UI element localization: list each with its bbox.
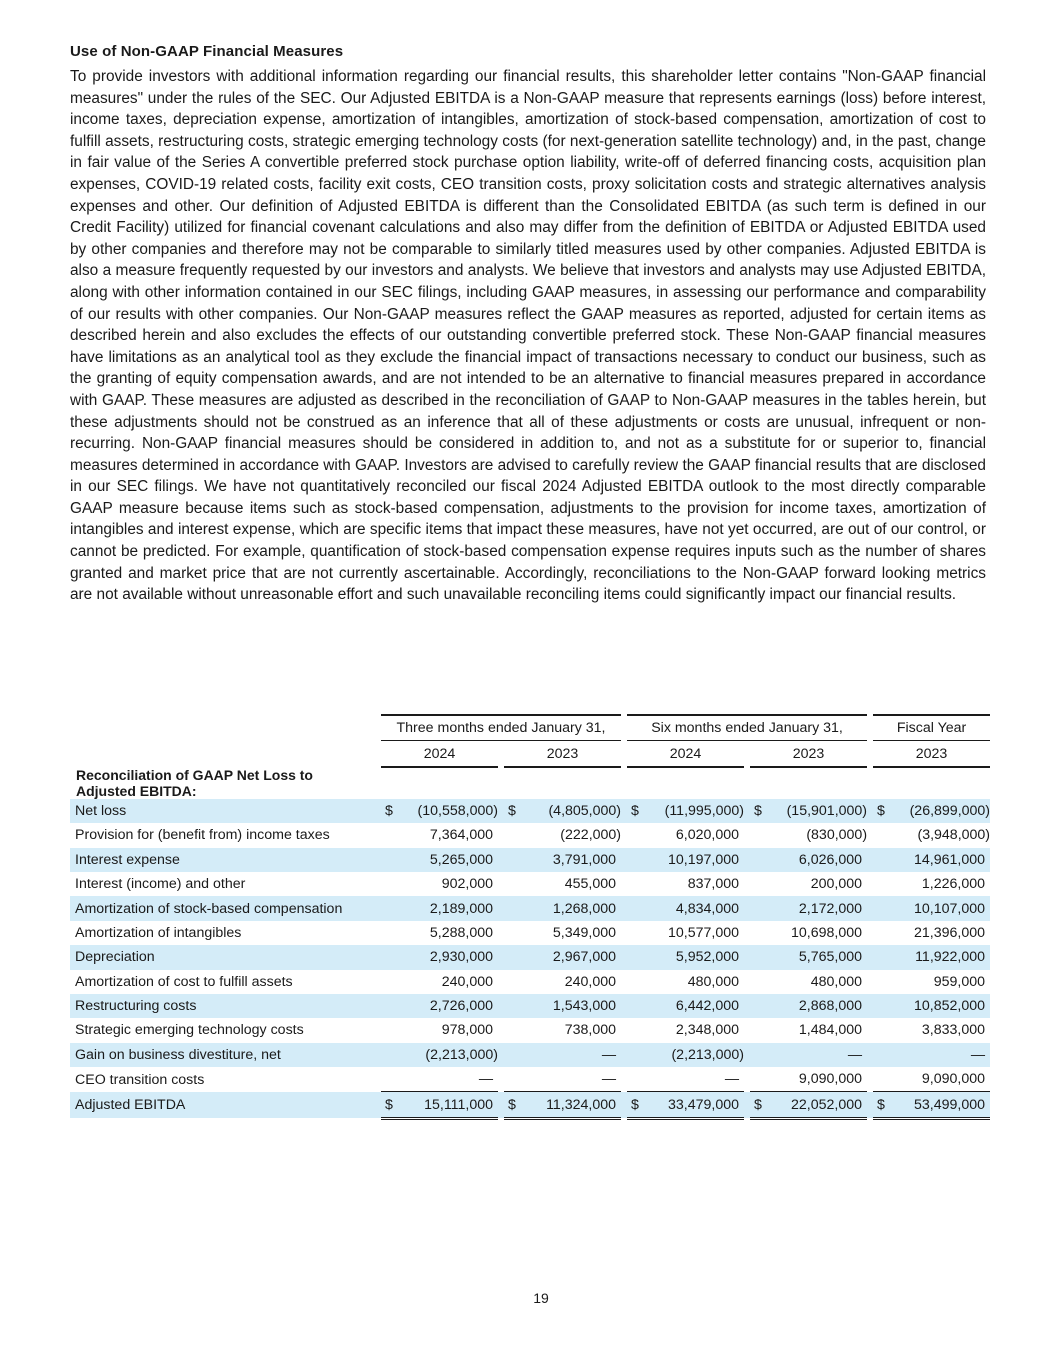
value-cell: 6,020,000	[675, 827, 740, 844]
sign-cell	[381, 848, 395, 872]
value-cell: —	[518, 1067, 621, 1092]
year-header: 2023	[750, 741, 867, 767]
value-cell: 480,000	[687, 973, 740, 990]
sign-cell	[750, 823, 764, 847]
year-header: 2024	[381, 741, 498, 767]
value-cell: (26,899,000)	[887, 799, 990, 823]
table-row	[70, 1018, 990, 1042]
value-cell: 2,967,000	[518, 945, 621, 969]
value-cell: 9,090,000	[887, 1067, 990, 1092]
sign-cell	[504, 1043, 518, 1067]
currency-sign: $	[750, 1092, 764, 1118]
sign-cell	[504, 872, 518, 896]
value-cell: 1,484,000	[798, 1022, 863, 1039]
sign-cell	[381, 1018, 395, 1042]
value-cell: 11,324,000	[518, 1092, 621, 1118]
sign-cell	[750, 872, 764, 896]
row-label: Restructuring costs	[70, 994, 376, 1018]
value-cell: 6,442,000	[641, 994, 744, 1018]
table-row	[70, 921, 990, 945]
currency-sign: $	[873, 799, 887, 823]
sign-cell	[627, 823, 641, 847]
row-label: Amortization of cost to fulfill assets	[75, 973, 293, 990]
sign-cell	[750, 921, 764, 945]
value-cell: 5,765,000	[764, 945, 867, 969]
value-cell: 21,396,000	[914, 924, 986, 941]
value-cell: 2,726,000	[395, 994, 498, 1018]
value-cell: 455,000	[564, 876, 617, 893]
table-row	[70, 994, 990, 1018]
value-cell: 200,000	[810, 876, 863, 893]
table-row	[70, 945, 990, 969]
value-cell: (2,213,000)	[395, 1043, 498, 1067]
sign-cell	[627, 1043, 641, 1067]
value-cell: (2,213,000)	[641, 1043, 744, 1067]
sign-cell	[750, 1043, 764, 1067]
value-cell: —	[764, 1043, 867, 1067]
value-cell: —	[887, 1043, 990, 1067]
group-header: Three months ended January 31,	[381, 715, 621, 741]
value-cell: (10,558,000)	[395, 799, 498, 823]
page-number: 19	[533, 1290, 549, 1306]
group-header: Fiscal Year	[873, 715, 990, 741]
value-cell: 22,052,000	[764, 1092, 867, 1118]
currency-sign: $	[381, 1092, 395, 1118]
value-cell: 5,349,000	[552, 924, 617, 941]
value-cell: 9,090,000	[764, 1067, 867, 1092]
value-cell: 7,364,000	[429, 827, 493, 844]
sign-cell	[873, 994, 887, 1018]
value-cell: 1,543,000	[518, 994, 621, 1018]
sign-cell	[504, 945, 518, 969]
sign-cell	[627, 848, 641, 872]
value-cell: 10,698,000	[791, 924, 863, 941]
year-header: 2023	[873, 741, 990, 767]
sign-cell	[873, 896, 887, 920]
value-cell: 3,833,000	[921, 1022, 986, 1039]
sign-cell	[750, 994, 764, 1018]
sign-cell	[504, 823, 518, 847]
table-row	[70, 1043, 990, 1067]
value-cell: —	[641, 1067, 744, 1092]
sign-cell	[873, 848, 887, 872]
value-cell: 3,791,000	[518, 848, 621, 872]
sign-cell	[381, 945, 395, 969]
row-label: Amortization of stock-based compensation	[70, 896, 376, 920]
sign-cell	[873, 872, 887, 896]
value-cell: 10,197,000	[641, 848, 744, 872]
row-label: Gain on business divestiture, net	[70, 1043, 376, 1067]
sign-cell	[750, 896, 764, 920]
sign-cell	[504, 970, 518, 994]
value-cell: (830,000)	[806, 827, 868, 844]
value-cell: 2,868,000	[764, 994, 867, 1018]
value-cell: 978,000	[441, 1022, 493, 1039]
value-cell: 1,226,000	[921, 876, 986, 893]
sign-cell	[873, 921, 887, 945]
value-cell: —	[395, 1067, 498, 1092]
sign-cell	[504, 1067, 518, 1092]
table-group-header-row	[70, 715, 990, 741]
sign-cell	[627, 896, 641, 920]
value-cell: 10,107,000	[887, 896, 990, 920]
year-header: 2023	[504, 741, 621, 767]
table-row	[70, 848, 990, 872]
table-year-header-row	[70, 741, 990, 767]
value-cell: 240,000	[441, 973, 493, 990]
value-cell: 837,000	[687, 876, 740, 893]
table-section-row	[70, 767, 990, 799]
value-cell: 1,268,000	[518, 896, 621, 920]
sign-cell	[873, 823, 887, 847]
sign-cell	[504, 1018, 518, 1042]
row-label: Depreciation	[70, 945, 376, 969]
value-cell: 33,479,000	[641, 1092, 744, 1118]
sign-cell	[381, 872, 395, 896]
section-paragraph: To provide investors with additional information regarding our financial results, this shareholder letter contains "Non-GAAP financial measures" under the rules of the SEC. Our Adjusted EBITDA is a Non-GAAP measure that represents earnings (loss) before interest, income taxes, depreciation expense, amortization of intangibles, amortization of stock-based compensation, amortization of cost to fulfill assets, restructuring costs, strategic emerging technology costs (for next-generation satellite technology) and, in the past, change in fair value of the Series A convertible preferred stock purchase option liability, write-off of deferred financing costs, acquisition plan expenses, COVID-19 related costs, facility exit costs, CEO transition costs, proxy solicitation costs and strategic alternatives analysis expenses and other. Our definition of Adjusted EBITDA is different than the Consolidated EBITDA (as such term is defined in our Credit Facility) utilized for financial covenant calculations and also may differ from the definition of EBITDA or Adjusted EBITDA used by other companies and therefore may not be comparable to similarly titled measures used by other companies. Adjusted EBITDA is also a measure frequently requested by our investors and analysts. We believe that investors and analysts may use Adjusted EBITDA, along with other information contained in our SEC filings, including GAAP measures, in assessing our performance and comparability of our results with other companies. Our Non-GAAP measures reflect the GAAP measures as reported, adjusted for certain items as described herein and also excludes the effects of our outstanding convertible preferred stock. These Non-GAAP financial measures have limitations as an analytical tool as they exclude the financial impact of transactions necessary to conduct our business, such as the granting of equity compensation awards, and are not intended to be an alternative to financial measures prepared in accordance with GAAP. These measures are adjusted as described in the reconciliation of GAAP to Non-GAAP measures in the tables herein, but these adjustments should not be construed as an inference that all of these adjustments or costs are unusual, infrequent or non-recurring. Non-GAAP financial measures should be considered in addition to, and not as a substitute for or superior to, financial measures determined in accordance with GAAP. Investors are advised to carefully review the GAAP financial results that are disclosed in our SEC filings. We have not quantitatively reconciled our fiscal 2024 Adjusted EBITDA outlook to the most directly comparable GAAP measure because items such as stock-based compensation, adjustments to the provision for income taxes, amortization of intangibles and interest expense, which are specific items that impact these measures, have not yet occurred, are out of our control, or cannot be predicted. For example, quantification of stock-based compensation expense requires inputs such as the number of shares granted and market price that are not currently ascertainable. Accordingly, reconciliations to the Non-GAAP forward looking metrics are not available without unreasonable effort and such unavailable reconciling items could significantly impact our financial results.	[70, 68, 986, 604]
reconciliation-table	[70, 714, 990, 1120]
currency-sign: $	[627, 799, 641, 823]
sign-cell	[381, 823, 395, 847]
sign-cell	[381, 970, 395, 994]
table-row	[70, 970, 990, 994]
sign-cell	[627, 1018, 641, 1042]
table-row	[70, 799, 990, 823]
sign-cell	[873, 1018, 887, 1042]
sign-cell	[381, 1043, 395, 1067]
value-cell: 10,852,000	[887, 994, 990, 1018]
row-label: Net loss	[70, 799, 376, 823]
sign-cell	[873, 970, 887, 994]
sign-cell	[504, 848, 518, 872]
value-cell: —	[518, 1043, 621, 1067]
value-cell: 5,288,000	[429, 924, 493, 941]
value-cell: 2,348,000	[675, 1022, 740, 1039]
currency-sign: $	[873, 1092, 887, 1118]
value-cell: 959,000	[933, 973, 986, 990]
value-cell: 240,000	[564, 973, 617, 990]
value-cell: (11,995,000)	[641, 799, 744, 823]
sign-cell	[627, 872, 641, 896]
row-label: Provision for (benefit from) income taxes	[75, 827, 330, 844]
year-header: 2024	[627, 741, 744, 767]
currency-sign: $	[381, 799, 395, 823]
value-cell: (15,901,000)	[764, 799, 867, 823]
value-cell: 4,834,000	[641, 896, 744, 920]
table-total-row	[70, 1092, 990, 1118]
value-cell: 2,172,000	[764, 896, 867, 920]
value-cell: 738,000	[564, 1022, 617, 1039]
sign-cell	[627, 1067, 641, 1092]
value-cell: (222,000)	[560, 827, 622, 844]
sign-cell	[627, 994, 641, 1018]
sign-cell	[627, 970, 641, 994]
section-label: Reconciliation of GAAP Net Loss to Adjusted EBITDA:	[76, 766, 313, 799]
value-cell: 53,499,000	[887, 1092, 990, 1118]
sign-cell	[873, 1043, 887, 1067]
sign-cell	[627, 921, 641, 945]
value-cell: (4,805,000)	[518, 799, 621, 823]
currency-sign: $	[627, 1092, 641, 1118]
sign-cell	[504, 921, 518, 945]
table-row	[70, 896, 990, 920]
currency-sign: $	[504, 799, 518, 823]
value-cell: 2,189,000	[395, 896, 498, 920]
value-cell: (3,948,000)	[917, 827, 991, 844]
sign-cell	[873, 945, 887, 969]
sign-cell	[381, 896, 395, 920]
value-cell: 11,922,000	[887, 945, 990, 969]
value-cell: 2,930,000	[395, 945, 498, 969]
sign-cell	[381, 921, 395, 945]
row-label: Amortization of intangibles	[75, 924, 242, 941]
section-heading: Use of Non-GAAP Financial Measures	[70, 43, 344, 60]
value-cell: 5,952,000	[641, 945, 744, 969]
row-label: Interest (income) and other	[75, 876, 246, 893]
value-cell: 480,000	[810, 973, 863, 990]
currency-sign: $	[504, 1092, 518, 1118]
table-row	[70, 823, 990, 847]
sign-cell	[504, 896, 518, 920]
value-cell: 14,961,000	[887, 848, 990, 872]
currency-sign: $	[750, 799, 764, 823]
sign-cell	[873, 1067, 887, 1092]
sign-cell	[750, 945, 764, 969]
value-cell: 902,000	[441, 876, 493, 893]
row-label: Adjusted EBITDA	[70, 1092, 376, 1118]
row-label: Interest expense	[70, 848, 376, 872]
row-label: Strategic emerging technology costs	[75, 1022, 304, 1039]
table-row	[70, 1067, 990, 1092]
sign-cell	[750, 848, 764, 872]
group-header: Six months ended January 31,	[627, 715, 867, 741]
sign-cell	[627, 945, 641, 969]
sign-cell	[750, 1018, 764, 1042]
value-cell: 10,577,000	[668, 924, 740, 941]
row-label: CEO transition costs	[75, 1071, 205, 1088]
value-cell: 5,265,000	[395, 848, 498, 872]
value-cell: 6,026,000	[764, 848, 867, 872]
sign-cell	[750, 970, 764, 994]
sign-cell	[504, 994, 518, 1018]
sign-cell	[381, 1067, 395, 1092]
value-cell: 15,111,000	[395, 1092, 498, 1118]
sign-cell	[750, 1067, 764, 1092]
table-row	[70, 872, 990, 896]
sign-cell	[381, 994, 395, 1018]
